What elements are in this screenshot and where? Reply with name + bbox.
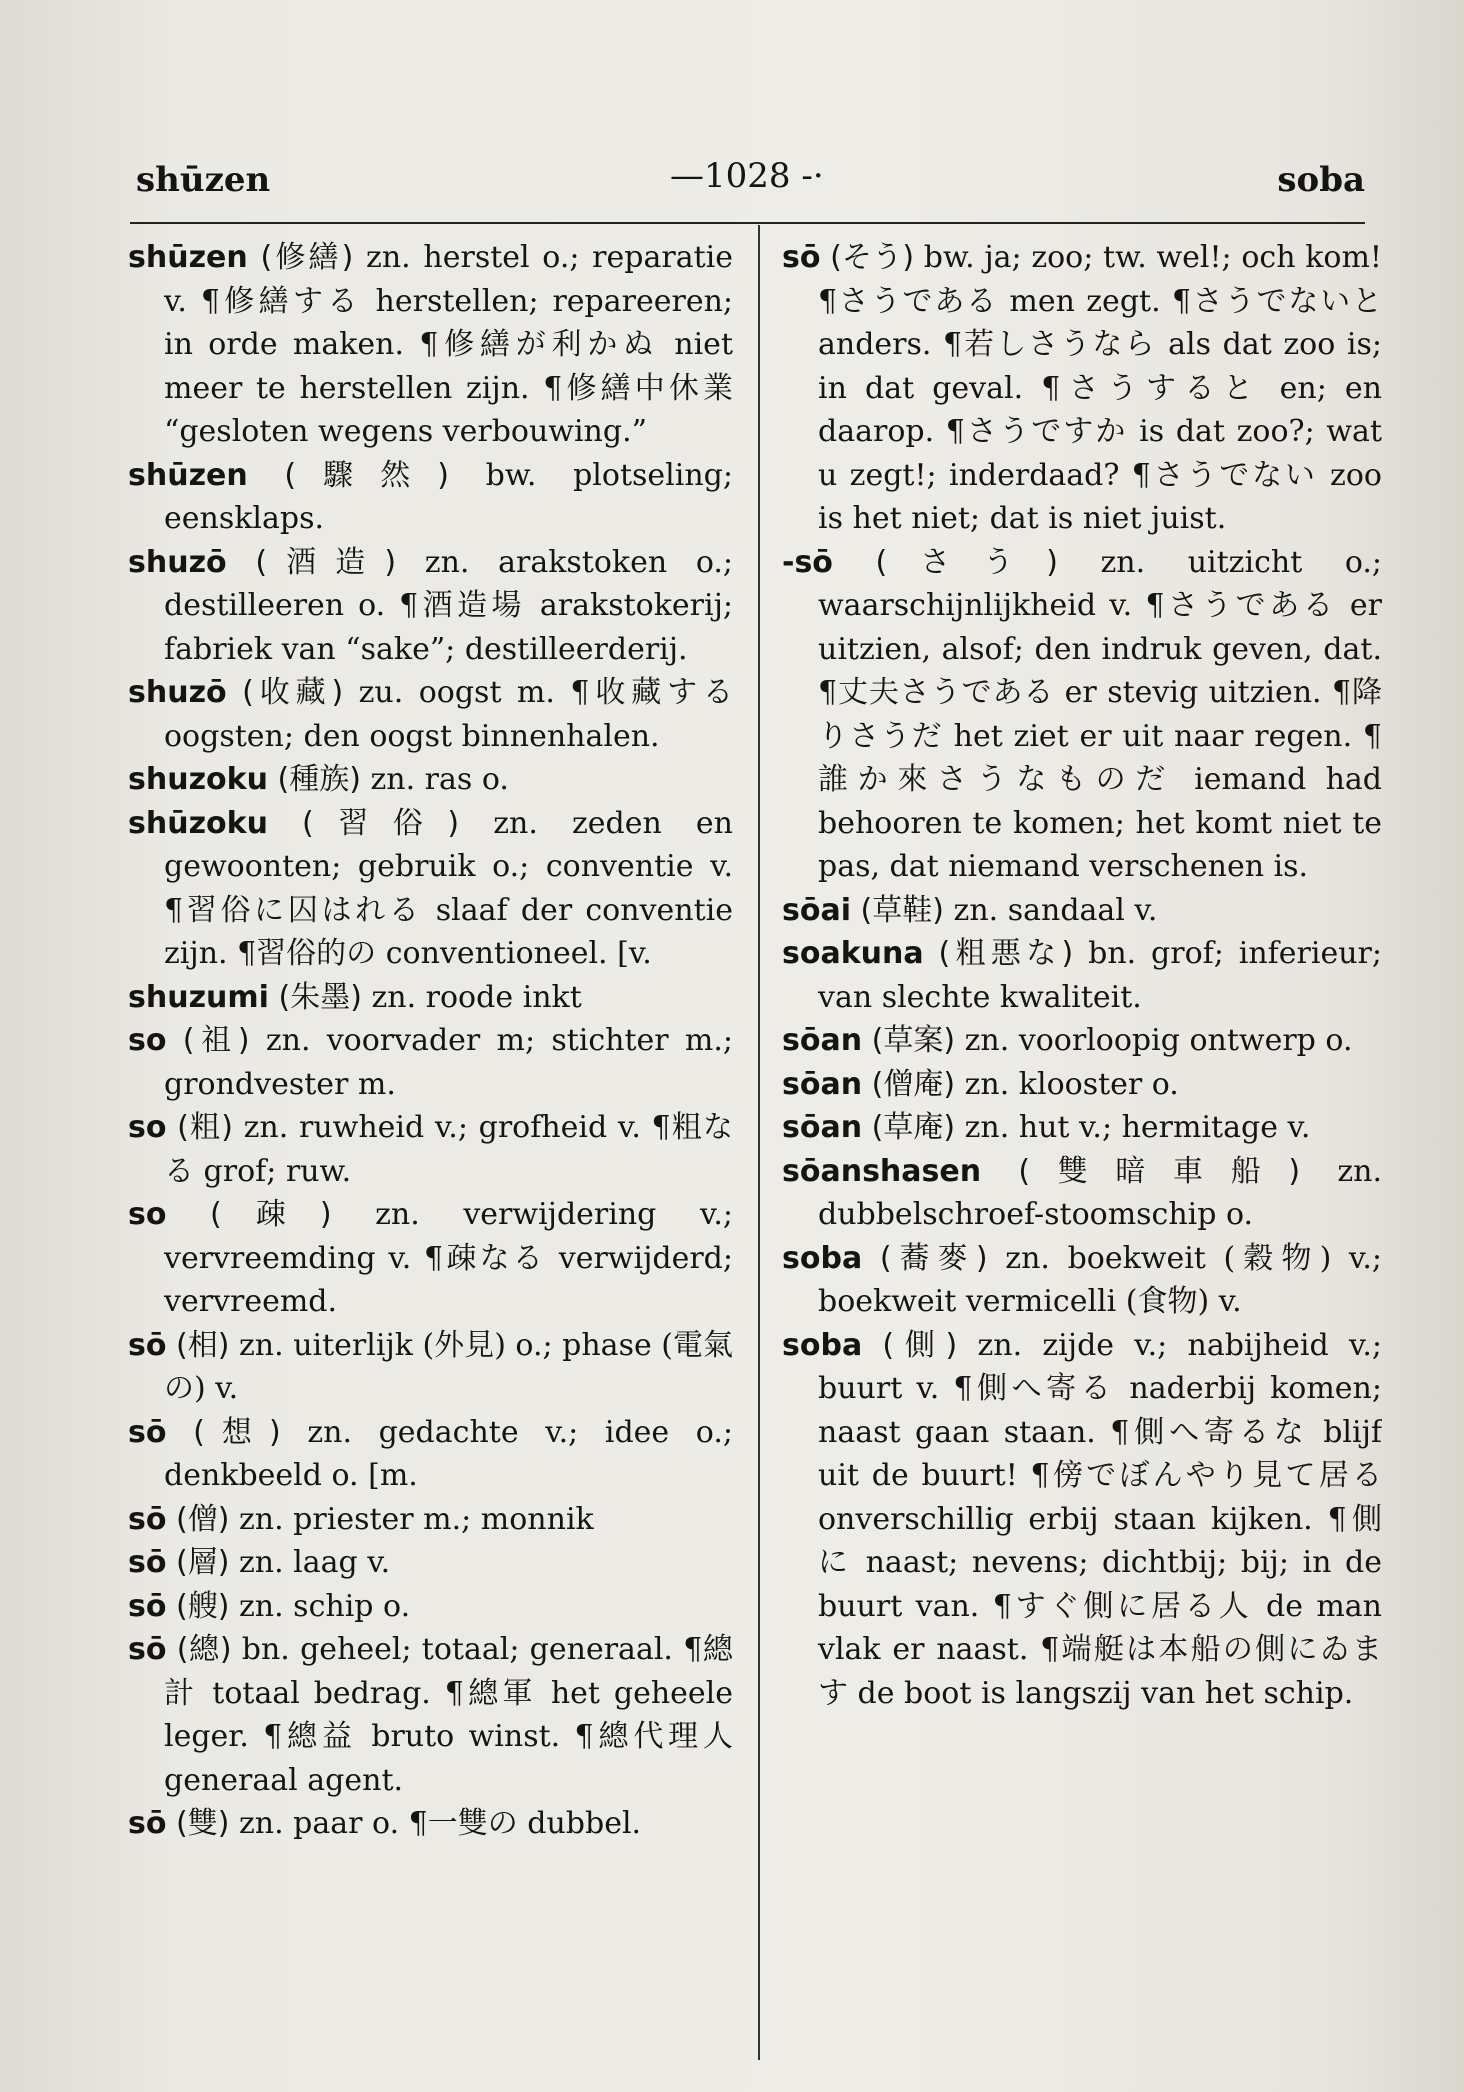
entry-soan-2 <box>782 1063 1382 1107</box>
headword: sōan <box>782 1066 863 1102</box>
entry-so-suffix <box>782 541 1382 889</box>
entry-soai <box>782 889 1382 933</box>
kanji: (僧) <box>176 1501 230 1537</box>
definition: zn. laag v. <box>238 1545 391 1580</box>
definition: bn. grof; inferieur; van slechte kwaliteit. <box>818 936 1382 1015</box>
kanji: (習俗) <box>302 805 460 841</box>
definition: zn. hut v.; hermitage v. <box>964 1110 1311 1145</box>
definition: zn. dubbelschroef-stoomschip o. <box>818 1153 1382 1232</box>
definition: zn. zijde v.; nabijheid v.; buurt v. ¶側へ寄る naderbij komen; naast gaan staan. ¶側へ寄るな blijf uit de buurt! ¶傍でぼんやり見て居る onverschillig erbij staan kijken. ¶側に naast; nevens; dichtbij; bij; in de buurt van. ¶すぐ側に居る人 de man vlak er naast. ¶端艇は本船の側にゐます de boot is langszij van het schip. <box>818 1327 1382 1711</box>
entry-soakuna <box>782 932 1382 1019</box>
kanji: (修繕) <box>260 240 354 275</box>
entry-soan-1 <box>782 1019 1382 1063</box>
kanji: (驟然) <box>284 457 449 493</box>
header-right-guideword: soba <box>1277 160 1365 200</box>
headword: soba <box>782 1240 863 1276</box>
entry-so-8 <box>128 1585 733 1629</box>
definition: zn. gedachte v.; idee o.; denkbeeld o. [m. <box>164 1414 733 1493</box>
entry-shuzo-2 <box>128 671 733 758</box>
kanji: (さう) <box>875 544 1058 580</box>
definition: zn. priester m.; monnik <box>238 1501 594 1537</box>
entry-shuzen-1 <box>128 236 733 454</box>
headword: sō <box>128 1632 167 1667</box>
definition: zn. voorloopig ontwerp o. <box>964 1023 1353 1058</box>
definition: zn. arakstoken o.; destilleeren o. ¶酒造場 arakstokerij; fabriek van “sake”; destilleerderij. <box>164 544 733 667</box>
headword: sōan <box>782 1110 863 1145</box>
kanji: (艘) <box>176 1588 230 1624</box>
entry-so-3 <box>128 1193 733 1324</box>
kanji: (草鞋) <box>860 892 944 928</box>
kanji: (想) <box>193 1414 281 1450</box>
headword: shuzoku <box>128 762 268 797</box>
entry-so-4 <box>128 1324 733 1411</box>
headword: -sō <box>782 544 833 580</box>
definition: zn. zeden en gewoonten; gebruik o.; conventie v. ¶習俗に囚はれる slaaf der conventie zijn. ¶習俗的の conventioneel. [v. <box>164 805 733 971</box>
headword: shūzoku <box>128 805 268 841</box>
entry-so-7 <box>128 1541 733 1585</box>
entry-shuzoku-1 <box>128 758 733 802</box>
definition: zn. ras o. <box>370 762 509 797</box>
entry-so-sou <box>782 236 1382 541</box>
kanji: (朱墨) <box>278 979 362 1015</box>
definition: zn. sandaal v. <box>953 892 1158 928</box>
kanji: (粗悪な) <box>938 936 1074 971</box>
headword: shuzō <box>128 544 227 580</box>
headword: sōan <box>782 1023 863 1058</box>
kanji: (收藏) <box>242 675 344 710</box>
definition: zn. uitzicht o.; waarschijnlijkheid v. ¶さうである er uitzien, alsof; den indruk geven, dat. ¶丈夫さうである er stevig uitzien. ¶降りさうだ het ziet er uit naar regen. ¶誰か來さうなものだ iemand had behooren te komen; het komt niet te pas, dat niemand verschenen is. <box>818 544 1382 884</box>
entry-so-9 <box>128 1628 733 1802</box>
entry-so-10 <box>128 1802 733 1846</box>
kanji: (疎) <box>210 1197 332 1232</box>
definition: zn. verwijdering v.; vervreemding v. ¶疎なる verwijderd; vervreemd. <box>164 1197 733 1319</box>
entry-shuzo-1 <box>128 541 733 672</box>
headword: sō <box>782 240 821 275</box>
headword: sō <box>128 1588 167 1624</box>
headword: sō <box>128 1806 167 1841</box>
kanji: (雙暗車船) <box>1018 1153 1301 1189</box>
definition: bn. geheel; totaal; generaal. ¶總計 totaal bedrag. ¶總軍 het geheele leger. ¶總益 bruto winst. ¶總代理人 generaal agent. <box>164 1632 733 1798</box>
headword: so <box>128 1023 167 1058</box>
column-divider <box>758 225 760 2060</box>
kanji: (祖) <box>182 1023 250 1058</box>
kanji: (草庵) <box>871 1110 956 1145</box>
headword: sō <box>128 1327 167 1363</box>
entry-so-6 <box>128 1498 733 1542</box>
kanji: (側) <box>882 1327 958 1363</box>
entry-soba-1 <box>782 1237 1382 1324</box>
headword: soakuna <box>782 936 924 971</box>
definition: zn. klooster o. <box>964 1066 1179 1102</box>
definition: zn. roode inkt <box>371 979 582 1015</box>
definition: zn. schip o. <box>238 1588 411 1624</box>
left-column <box>128 236 733 2056</box>
kanji: (そう) <box>830 240 915 275</box>
headword: sōai <box>782 892 851 928</box>
entry-so-5 <box>128 1411 733 1498</box>
kanji: (種族) <box>277 762 361 797</box>
right-column <box>782 236 1382 2056</box>
definition: bw. plotseling; eensklaps. <box>164 457 733 536</box>
entry-soba-2 <box>782 1324 1382 1716</box>
headword: sōanshasen <box>782 1153 982 1189</box>
headword: shūzen <box>128 240 248 275</box>
headword: sō <box>128 1501 167 1537</box>
kanji: (層) <box>176 1545 230 1580</box>
kanji: (蕎麥) <box>879 1240 988 1276</box>
entry-soan-3 <box>782 1106 1382 1150</box>
definition: zn. paar o. ¶一雙の dubbel. <box>238 1806 642 1841</box>
headword: shuzumi <box>128 979 269 1015</box>
page-header <box>130 150 1365 210</box>
kanji: (酒造) <box>255 544 397 580</box>
kanji: (草案) <box>871 1023 956 1058</box>
entry-shuzumi <box>128 976 733 1020</box>
headword: shuzō <box>128 675 227 710</box>
kanji: (雙) <box>176 1806 230 1841</box>
definition: zn. ruwheid v.; grofheid v. ¶粗なる grof; ruw. <box>164 1110 733 1189</box>
headword: so <box>128 1110 167 1145</box>
definition: bw. ja; zoo; tw. wel!; och kom! ¶さうである men zegt. ¶さうでないと anders. ¶若しさうなら als dat zoo is; in dat geval. ¶さうすると en; en daarop. ¶さうですか is dat zoo?; wat u zegt!; inderdaad? ¶さうでない zoo is het niet; dat is niet juist. <box>818 240 1382 536</box>
entry-shuzoku-2 <box>128 802 733 976</box>
kanji: (僧庵) <box>871 1066 956 1102</box>
page-number: —1028 -· <box>670 156 824 196</box>
headword: soba <box>782 1327 863 1363</box>
definition: zu. oogst m. ¶收藏する oogsten; den oogst binnenhalen. <box>164 675 733 754</box>
entry-shuzen-2 <box>128 454 733 541</box>
definition: zn. herstel o.; reparatie v. ¶修繕する herstellen; repareeren; in orde maken. ¶修繕が利かぬ niet meer te herstellen zijn. ¶修繕中休業 “gesloten wegens verbouwing.” <box>164 240 733 449</box>
headword: shūzen <box>128 457 248 493</box>
entry-so-2 <box>128 1106 733 1193</box>
headword: so <box>128 1197 167 1232</box>
header-left-guideword: shūzen <box>136 160 271 200</box>
header-rule <box>130 222 1365 224</box>
kanji: (相) <box>176 1327 230 1363</box>
headword: sō <box>128 1414 167 1450</box>
entry-soanshasen <box>782 1150 1382 1237</box>
entry-so-1 <box>128 1019 733 1106</box>
definition: zn. uiterlijk (外見) o.; phase (電氣の) v. <box>164 1327 733 1406</box>
kanji: (粗) <box>177 1110 233 1145</box>
kanji: (總) <box>176 1632 232 1667</box>
definition: zn. voorvader m; stichter m.; grondvester m. <box>164 1023 733 1102</box>
headword: sō <box>128 1545 167 1580</box>
definition: zn. boekweit (穀物) v.; boekweit vermicelli (食物) v. <box>818 1240 1382 1319</box>
